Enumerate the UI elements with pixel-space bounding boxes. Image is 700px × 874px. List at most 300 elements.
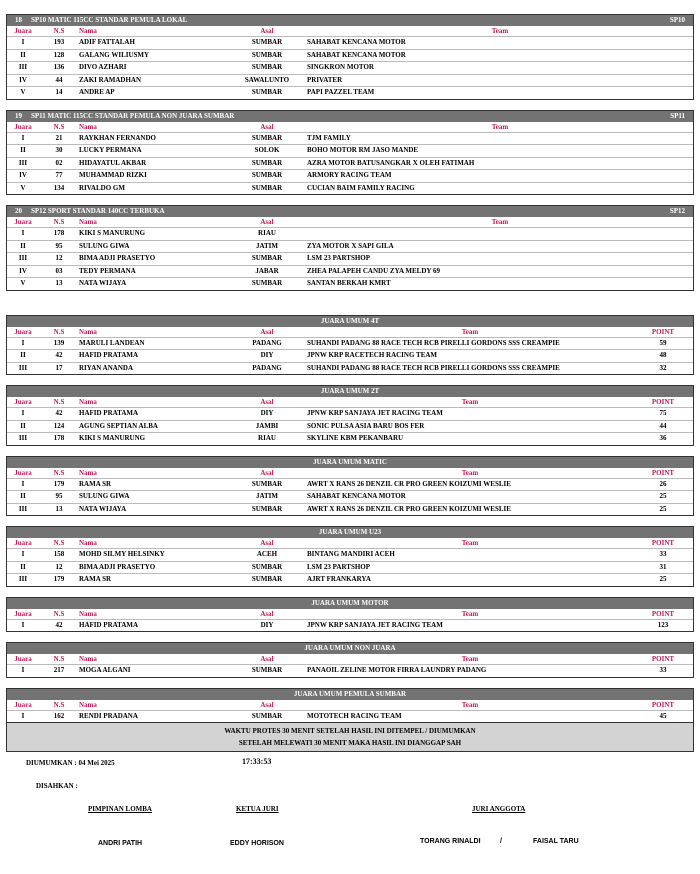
team-name-cell: SINGKRON MOTOR: [307, 62, 693, 75]
col-team-header: Team: [461, 398, 479, 406]
col-point-header: POINT: [651, 655, 675, 663]
result-row: [7, 37, 693, 50]
overall-results-table: [7, 654, 693, 677]
col-asal-header: Asal: [260, 468, 274, 477]
rider-name-cell: NATA WIJAYA: [79, 503, 227, 515]
number-cell: 134: [39, 182, 79, 194]
number-cell: 42: [39, 619, 79, 631]
rank-cell: III: [7, 503, 39, 515]
number-cell: 124: [39, 420, 79, 433]
col-ns-header: N.S: [53, 655, 65, 663]
number-cell: 136: [39, 62, 79, 75]
col-nama-header: Nama: [79, 468, 97, 477]
result-row: [7, 362, 693, 374]
class-code: SP10: [669, 16, 685, 24]
rank-cell: I: [7, 132, 39, 145]
team-name-cell: ZYA MOTOR X SAPI GILA: [307, 240, 693, 253]
column-header-row: [7, 468, 693, 479]
number-cell: 14: [39, 87, 79, 99]
number-cell: 179: [39, 574, 79, 586]
overall-title: JUARA UMUM PEMULA SUMBAR: [7, 689, 693, 700]
rank-cell: I: [7, 619, 39, 631]
result-row: [7, 132, 693, 145]
result-row: [7, 182, 693, 194]
name-separator: /: [500, 838, 502, 845]
rank-cell: IV: [7, 265, 39, 278]
points-cell: 48: [633, 350, 693, 363]
number-cell: 139: [39, 337, 79, 350]
rank-cell: IV: [7, 74, 39, 87]
number-cell: 13: [39, 278, 79, 290]
column-header-row: [7, 654, 693, 665]
rider-name-cell: BIMA ADJI PRASETYO: [79, 561, 227, 574]
team-name-cell: SAHABAT KENCANA MOTOR: [307, 49, 693, 62]
origin-cell: RIAU: [227, 228, 307, 241]
col-ns-header: N.S: [53, 609, 65, 618]
team-name-cell: SONIC PULSA ASIA BARU BOS FER: [307, 420, 633, 433]
origin-cell: DIY: [227, 619, 307, 631]
origin-cell: SUMBAR: [227, 503, 307, 515]
rider-name-cell: LUCKY PERMANA: [79, 145, 227, 158]
rank-cell: I: [7, 37, 39, 50]
rank-cell: V: [7, 182, 39, 194]
points-cell: 36: [633, 433, 693, 445]
col-asal-header: Asal: [260, 700, 274, 709]
overall-results-table: [7, 327, 693, 375]
team-name-cell: SKYLINE KBM PEKANBARU: [307, 433, 633, 445]
rider-name-cell: TEDY PERMANA: [79, 265, 227, 278]
result-row: [7, 265, 693, 278]
announced-date: DIUMUMKAN : 04 Mei 2025: [26, 759, 115, 767]
col-team-header: Team: [461, 609, 479, 618]
result-row: [7, 491, 693, 504]
rank-cell: V: [7, 87, 39, 99]
number-cell: 12: [39, 561, 79, 574]
points-cell: 31: [633, 561, 693, 574]
col-point-header: POINT: [651, 327, 675, 336]
column-header-row: [7, 700, 693, 711]
rank-cell: I: [7, 665, 39, 677]
rank-cell: I: [7, 228, 39, 241]
points-cell: 59: [633, 337, 693, 350]
origin-cell: SUMBAR: [227, 49, 307, 62]
col-nama-header: Nama: [79, 398, 97, 406]
overall-title: JUARA UMUM 2T: [7, 386, 693, 397]
origin-cell: JAMBI: [227, 420, 307, 433]
points-cell: 75: [633, 408, 693, 421]
origin-cell: SUMBAR: [227, 665, 307, 677]
class-name: SP12 SPORT STANDAR 140CC TERBUKA: [31, 207, 165, 215]
origin-cell: DIY: [227, 350, 307, 363]
team-name-cell: BINTANG MANDIRI ACEH: [307, 549, 633, 562]
result-row: [7, 433, 693, 445]
col-nama-header: Nama: [79, 700, 97, 709]
team-name-cell: AJRT FRANKARYA: [307, 574, 633, 586]
number-cell: 13: [39, 503, 79, 515]
number-cell: 178: [39, 433, 79, 445]
col-ns-header: N.S: [53, 468, 65, 477]
class-results-table: [7, 122, 693, 195]
rider-name-cell: RAYKHAN FERNANDO: [79, 132, 227, 145]
class-results-block: [6, 205, 694, 291]
points-cell: 32: [633, 362, 693, 374]
col-team-header: Team: [461, 468, 479, 477]
col-point-header: POINT: [651, 398, 675, 406]
rank-cell: II: [7, 49, 39, 62]
name-member-judge-1: TORANG RINALDI: [420, 838, 481, 845]
rider-name-cell: DIVO AZHARI: [79, 62, 227, 75]
team-name-cell: CUCIAN BAIM FAMILY RACING: [307, 182, 693, 194]
overall-results-table: [7, 538, 693, 586]
col-ns-header: N.S: [53, 218, 65, 226]
rider-name-cell: HAFID PRATAMA: [79, 350, 227, 363]
number-cell: 21: [39, 132, 79, 145]
rider-name-cell: SULUNG GIWA: [79, 240, 227, 253]
col-team-header: Team: [491, 122, 509, 131]
rider-name-cell: KIKI S MANURUNG: [79, 433, 227, 445]
col-ns-header: N.S: [53, 700, 65, 709]
col-point-header: POINT: [651, 700, 675, 709]
rank-cell: II: [7, 145, 39, 158]
result-row: [7, 420, 693, 433]
rank-cell: II: [7, 561, 39, 574]
class-number: 18: [15, 16, 22, 24]
rider-name-cell: ADIF FATTALAH: [79, 37, 227, 50]
rank-cell: I: [7, 710, 39, 722]
col-nama-header: Nama: [79, 539, 97, 547]
rider-name-cell: KIKI S MANURUNG: [79, 228, 227, 241]
points-cell: 33: [633, 549, 693, 562]
result-row: [7, 478, 693, 491]
rider-name-cell: RAMA SR: [79, 478, 227, 491]
number-cell: 95: [39, 240, 79, 253]
rank-cell: III: [7, 362, 39, 374]
col-team-header: Team: [461, 655, 479, 663]
rider-name-cell: GALANG WILIUSMY: [79, 49, 227, 62]
origin-cell: SUMBAR: [227, 278, 307, 290]
rider-name-cell: MARULI LANDEAN: [79, 337, 227, 350]
team-name-cell: LSM 23 PARTSHOP: [307, 253, 693, 266]
overall-results-table: [7, 468, 693, 516]
rank-cell: II: [7, 420, 39, 433]
result-row: [7, 337, 693, 350]
number-cell: 44: [39, 74, 79, 87]
col-team-header: Team: [491, 218, 509, 226]
class-header: [7, 111, 693, 122]
role-race-director: PIMPINAN LOMBA: [88, 805, 152, 813]
team-name-cell: PAPI PAZZEL TEAM: [307, 87, 693, 99]
class-results-block: [6, 14, 694, 100]
section-gap: [6, 301, 694, 315]
team-name-cell: SANTAN BERKAH KMRT: [307, 278, 693, 290]
overall-results-table: [7, 700, 693, 723]
col-asal-header: Asal: [260, 609, 274, 618]
overall-standings-block: [6, 642, 694, 678]
rider-name-cell: HAFID PRATAMA: [79, 619, 227, 631]
column-header-row: [7, 217, 693, 228]
team-name-cell: SUHANDI PADANG 88 RACE TECH RCB PIRELLI GORDONS SSS CREAMPIE: [307, 337, 633, 350]
overall-standings-block: [6, 456, 694, 517]
origin-cell: DIY: [227, 408, 307, 421]
announced-time: 17:33:53: [242, 757, 272, 766]
col-juara-header: Juara: [14, 609, 32, 618]
rider-name-cell: NATA WIJAYA: [79, 278, 227, 290]
origin-cell: JATIM: [227, 491, 307, 504]
number-cell: 217: [39, 665, 79, 677]
origin-cell: PADANG: [227, 337, 307, 350]
rank-cell: III: [7, 253, 39, 266]
origin-cell: JATIM: [227, 240, 307, 253]
class-code: SP11: [670, 111, 685, 120]
overall-title: JUARA UMUM NON JUARA: [7, 643, 693, 654]
column-header-row: [7, 609, 693, 620]
origin-cell: SUMBAR: [227, 561, 307, 574]
col-asal-header: Asal: [260, 655, 274, 663]
overall-results-table: [7, 609, 693, 632]
role-head-judge: KETUA JURI: [236, 805, 279, 813]
protest-notice: [6, 723, 694, 752]
result-row: [7, 62, 693, 75]
class-name: SP10 MATIC 115CC STANDAR PEMULA LOKAL: [31, 16, 188, 24]
col-asal-header: Asal: [260, 398, 274, 406]
points-cell: 25: [633, 503, 693, 515]
points-cell: 123: [633, 619, 693, 631]
class-number: 19: [15, 111, 22, 120]
col-asal-header: Asal: [260, 27, 274, 35]
col-ns-header: N.S: [53, 398, 65, 406]
number-cell: 30: [39, 145, 79, 158]
overall-standings-block: [6, 315, 694, 376]
number-cell: 42: [39, 350, 79, 363]
ratified-label: DISAHKAN :: [36, 782, 78, 790]
rider-name-cell: RENDI PRADANA: [79, 710, 227, 722]
team-name-cell: SAHABAT KENCANA MOTOR: [307, 491, 633, 504]
result-row: [7, 157, 693, 170]
team-name-cell: AWRT X RANS 26 DENZIL CR PRO GREEN KOIZUMI WESLIE: [307, 503, 633, 515]
rider-name-cell: ANDRE AP: [79, 87, 227, 99]
class-results-block: [6, 110, 694, 196]
col-nama-header: Nama: [79, 327, 97, 336]
col-team-header: Team: [461, 700, 479, 709]
result-row: [7, 170, 693, 183]
points-cell: 26: [633, 478, 693, 491]
team-name-cell: AWRT X RANS 26 DENZIL CR PRO GREEN KOIZUMI WESLIE: [307, 478, 633, 491]
rider-name-cell: MUHAMMAD RIZKI: [79, 170, 227, 183]
number-cell: 42: [39, 408, 79, 421]
result-row: [7, 665, 693, 677]
rank-cell: II: [7, 491, 39, 504]
team-name-cell: SUHANDI PADANG 88 RACE TECH RCB PIRELLI GORDONS SSS CREAMPIE: [307, 362, 633, 374]
col-point-header: POINT: [651, 539, 675, 547]
col-nama-header: Nama: [79, 27, 97, 35]
result-row: [7, 574, 693, 586]
rider-name-cell: BIMA ADJI PRASETYO: [79, 253, 227, 266]
class-results-table: [7, 26, 693, 99]
points-cell: 25: [633, 491, 693, 504]
points-cell: 45: [633, 710, 693, 722]
rank-cell: I: [7, 408, 39, 421]
col-ns-header: N.S: [53, 327, 65, 336]
column-header-row: [7, 397, 693, 408]
points-cell: 44: [633, 420, 693, 433]
rank-cell: III: [7, 157, 39, 170]
column-header-row: [7, 327, 693, 338]
rank-cell: I: [7, 478, 39, 491]
team-name-cell: AZRA MOTOR BATUSANGKAR X OLEH FATIMAH: [307, 157, 693, 170]
col-nama-header: Nama: [79, 609, 97, 618]
class-title: [15, 15, 187, 26]
col-ns-header: N.S: [53, 27, 65, 35]
result-row: [7, 503, 693, 515]
team-name-cell: JPNW KRP SANJAYA JET RACING TEAM: [307, 619, 633, 631]
origin-cell: SUMBAR: [227, 170, 307, 183]
team-name-cell: BOHO MOTOR RM JASO MANDE: [307, 145, 693, 158]
column-header-row: [7, 122, 693, 133]
rider-name-cell: HAFID PRATAMA: [79, 408, 227, 421]
col-asal-header: Asal: [260, 327, 274, 336]
overall-title: JUARA UMUM 4T: [7, 316, 693, 327]
rider-name-cell: SULUNG GIWA: [79, 491, 227, 504]
col-asal-header: Asal: [260, 122, 274, 131]
col-juara-header: Juara: [14, 539, 32, 547]
origin-cell: RIAU: [227, 433, 307, 445]
origin-cell: ACEH: [227, 549, 307, 562]
team-name-cell: TJM FAMILY: [307, 132, 693, 145]
team-name-cell: JPNW KRP SANJAYA JET RACING TEAM: [307, 408, 633, 421]
class-header: [7, 15, 693, 26]
rank-cell: IV: [7, 170, 39, 183]
rank-cell: II: [7, 350, 39, 363]
class-title: [15, 111, 234, 122]
overall-standings-block: [6, 688, 694, 724]
protest-line-2: SETELAH MELEWATI 30 MENIT MAKA HASIL INI DIANGGAP SAH: [238, 739, 462, 747]
col-juara-header: Juara: [14, 468, 32, 477]
col-ns-header: N.S: [53, 122, 65, 131]
rank-cell: II: [7, 240, 39, 253]
col-team-header: Team: [461, 327, 479, 336]
team-name-cell: JPNW KRP RACETECH RACING TEAM: [307, 350, 633, 363]
origin-cell: SUMBAR: [227, 157, 307, 170]
number-cell: 95: [39, 491, 79, 504]
overall-standings-block: [6, 526, 694, 587]
number-cell: 162: [39, 710, 79, 722]
result-row: [7, 145, 693, 158]
overall-title: JUARA UMUM MOTOR: [7, 598, 693, 609]
result-row: [7, 350, 693, 363]
origin-cell: SUMBAR: [227, 253, 307, 266]
team-name-cell: PANAOIL ZELINE MOTOR FIRRA LAUNDRY PADANG: [307, 665, 633, 677]
result-row: [7, 253, 693, 266]
col-asal-header: Asal: [260, 218, 274, 226]
number-cell: 128: [39, 49, 79, 62]
overall-results-table: [7, 397, 693, 445]
origin-cell: SAWALUNTO: [227, 74, 307, 87]
protest-line-1: WAKTU PROTES 30 MENIT SETELAH HASIL INI DITEMPEL / DIUMUMKAN: [224, 727, 476, 735]
name-race-director: ANDRI PATIH: [98, 840, 143, 847]
name-head-judge: EDDY HORISON: [230, 840, 284, 847]
col-ns-header: N.S: [53, 539, 65, 547]
origin-cell: SUMBAR: [227, 710, 307, 722]
number-cell: 178: [39, 228, 79, 241]
result-row: [7, 74, 693, 87]
origin-cell: SUMBAR: [227, 132, 307, 145]
col-juara-header: Juara: [14, 398, 32, 406]
number-cell: 17: [39, 362, 79, 374]
result-row: [7, 228, 693, 241]
team-name-cell: SAHABAT KENCANA MOTOR: [307, 37, 693, 50]
result-row: [7, 87, 693, 99]
rider-name-cell: HIDAYATUL AKBAR: [79, 157, 227, 170]
col-nama-header: Nama: [79, 655, 97, 663]
origin-cell: SUMBAR: [227, 37, 307, 50]
rank-cell: I: [7, 337, 39, 350]
results-sheet: [6, 14, 694, 752]
class-number: 20: [15, 207, 22, 215]
col-point-header: POINT: [651, 468, 675, 477]
col-asal-header: Asal: [260, 539, 274, 547]
rider-name-cell: MOHD SILMY HELSINKY: [79, 549, 227, 562]
result-row: [7, 549, 693, 562]
origin-cell: SUMBAR: [227, 574, 307, 586]
rider-name-cell: RIYAN ANANDA: [79, 362, 227, 374]
points-cell: 25: [633, 574, 693, 586]
origin-cell: JABAR: [227, 265, 307, 278]
class-title: [15, 206, 165, 217]
overall-title: JUARA UMUM U23: [7, 527, 693, 538]
result-row: [7, 710, 693, 722]
origin-cell: SUMBAR: [227, 62, 307, 75]
name-member-judge-2: FAISAL TARU: [533, 838, 579, 845]
number-cell: 02: [39, 157, 79, 170]
col-team-header: Team: [491, 27, 509, 35]
team-name-cell: ZHEA PALAPEH CANDU ZYA MELDY 69: [307, 265, 693, 278]
origin-cell: PADANG: [227, 362, 307, 374]
result-row: [7, 278, 693, 290]
result-row: [7, 619, 693, 631]
col-juara-header: Juara: [14, 122, 32, 131]
overall-standings-block: [6, 385, 694, 446]
result-row: [7, 49, 693, 62]
class-name: SP11 MATIC 115CC STANDAR PEMULA NON JUARA SUMBAR: [31, 111, 235, 120]
team-name-cell: LSM 23 PARTSHOP: [307, 561, 633, 574]
rider-name-cell: ZAKI RAMADHAN: [79, 74, 227, 87]
rider-name-cell: RAMA SR: [79, 574, 227, 586]
origin-cell: SOLOK: [227, 145, 307, 158]
team-name-cell: MOTOTECH RACING TEAM: [307, 710, 633, 722]
col-juara-header: Juara: [14, 27, 32, 35]
class-header: [7, 206, 693, 217]
class-code: SP12: [669, 207, 685, 215]
number-cell: 12: [39, 253, 79, 266]
rank-cell: I: [7, 549, 39, 562]
number-cell: 03: [39, 265, 79, 278]
role-member-judge: JURI ANGGOTA: [472, 805, 526, 813]
points-cell: 33: [633, 665, 693, 677]
col-juara-header: Juara: [14, 700, 32, 709]
number-cell: 77: [39, 170, 79, 183]
team-name-cell: [307, 228, 693, 241]
col-point-header: POINT: [651, 609, 675, 618]
origin-cell: SUMBAR: [227, 478, 307, 491]
col-juara-header: Juara: [14, 655, 32, 663]
rank-cell: V: [7, 278, 39, 290]
col-juara-header: Juara: [14, 218, 32, 226]
result-row: [7, 561, 693, 574]
rider-name-cell: MOGA ALGANI: [79, 665, 227, 677]
col-juara-header: Juara: [14, 327, 32, 336]
result-row: [7, 408, 693, 421]
overall-standings-block: [6, 597, 694, 633]
